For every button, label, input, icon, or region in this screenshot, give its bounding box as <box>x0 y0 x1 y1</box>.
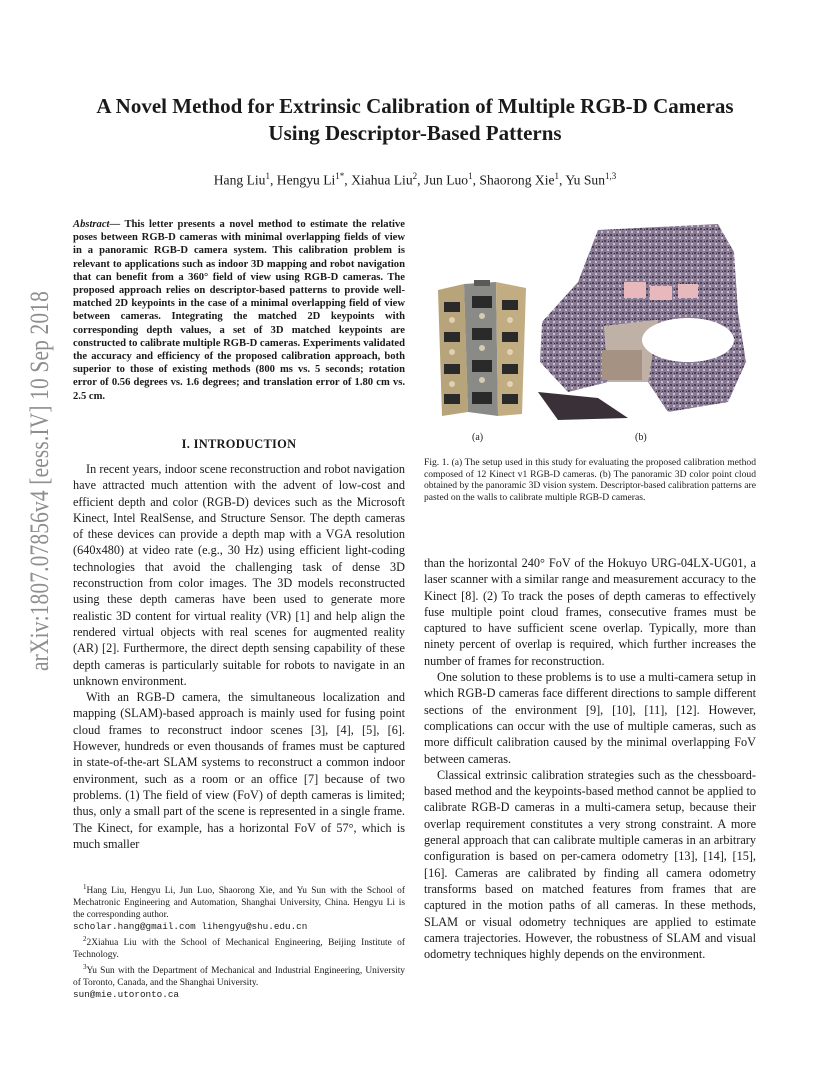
panoramic-point-cloud <box>538 222 750 422</box>
body-paragraph: Classical extrinsic calibration strategies such as the chessboard-based method and the keypoints-based method cannot be applied to calibrate RGB-D cameras in a multi-camera setup, because their overlap requirement constitutes a very strong constraint. A more general approach that can calibrate multiple cameras in an arbitrary configuration is based on per-camera odometry [13], [14], [15], [16]. Cameras are calibrated by finding all camera odometry transforms based on matched features from frames that are captured in the motion paths of all cameras. In these methods, SLAM or visual odometry techniques are applied to estimate camera trajectories. However, the robustness of SLAM and visual odometry techniques highly depends on the environment. <box>424 767 756 962</box>
author-affiliation-mark: 1 <box>554 171 560 181</box>
arxiv-stamp-text: arXiv:1807.07856v4 [eess.IV] 10 Sep 2018 <box>24 285 54 671</box>
footnote-2 <box>73 933 405 961</box>
footnote-mark: 1 <box>83 883 87 891</box>
arxiv-identifier-stamp <box>2 285 62 675</box>
footnote-mark: 2 <box>83 935 87 944</box>
author-name: Jun Luo <box>423 172 469 188</box>
left-column-body <box>73 461 405 852</box>
footnote-2-text: 2Xiahua Liu with the School of Mechanical Engineering, Beijing Institute of Technology. <box>73 938 405 961</box>
author-list: Hang Liu$^1$, Hengyu $Li^{1*}$, Xiahua Liu$^2$, Jun Luo$^1$, Shaorong Xie$^1$, Yu Sun$^{1,3}$ <box>213 171 617 188</box>
author-name: Hengyu Li <box>276 172 336 188</box>
abstract <box>73 218 405 403</box>
footnotes <box>73 881 405 1001</box>
figure-1-caption: Fig. 1. (a) The setup used in this study for evaluating the proposed calibration method composed of 12 Kinect v1 RGB-D cameras. (b) The panoramic 3D color point cloud obtained by the panoramic 3D vision system. Descriptor-based calibration patterns are pasted on the walls to calibrate multiple RGB-D cameras. <box>424 457 756 503</box>
section-heading-introduction: I. INTRODUCTION <box>181 437 297 451</box>
author-affiliation-mark: 1 <box>468 171 473 181</box>
author-name: Yu Sun <box>565 172 606 188</box>
author-affiliation-mark: 1,3 <box>605 171 617 181</box>
body-paragraph: than the horizontal 240° FoV of the Hokuyo URG-04LX-UG01, a laser scanner with a similar range and measurement accuracy to the Kinect [8]. (2) To track the poses of depth cameras to effectively fuse multiple point cloud frames, consecutive frames must be captured to have sufficient scene overlap. Typically, more than ninety percent of overlap is required, which further increases the number of frames for reconstruction. <box>424 556 756 668</box>
body-paragraph: One solution to these problems is to use a multi-camera setup in which RGB-D cameras face different directions to sample different sections of the environment [9], [10], [11], [12]. However, complications can occur with the use of multiple cameras, such as more difficult calibration caused by the minimal overlapping FoV between cameras. <box>424 670 756 766</box>
paper-title <box>60 93 770 147</box>
footnote-1 <box>73 881 405 933</box>
footnote-1-text: Hang Liu, Hengyu Li, Jun Luo, Shaorong Xie, and Yu Sun with the School of Mechatronic Engineering and Automation, Shanghai University, China. Hengyu Li is the corresponding author. <box>73 886 405 921</box>
abstract-label: Abstract <box>73 219 110 230</box>
right-column-body <box>424 555 756 962</box>
author-name: Hang Liu <box>213 172 266 188</box>
abstract-text: — This letter presents a novel method to estimate the relative poses between RGB-D cameras with minimal overlapping fields of view in a panoramic RGB-D camera system. This calibration problem is relevant to applications such as indoor 3D mapping and robot navigation that can benefit from a 360° field of view using RGB-D cameras. The proposed approach relies on descriptor-based patterns to provide well-matched 2D keypoints in the case of a minimal overlapping field of view between cameras. Integrating the matched 2D keypoints with corresponding depth values, a set of 3D matched keypoints are constructed to calibrate multiple RGB-D cameras. Experiments validated the accuracy and efficiency of the proposed calibration approach, both superior to those of existing methods (800 ms vs. 5 seconds; rotation error of 0.56 degrees vs. 1.6 degrees; and translation error of 1.80 cm vs. 2.5 cm. <box>73 219 405 402</box>
camera-rig-photo <box>430 280 535 420</box>
author-name: Shaorong Xie <box>479 172 555 188</box>
title-line-2: Using Descriptor-Based Patterns <box>268 121 562 145</box>
body-paragraph: With an RGB-D camera, the simultaneous localization and mapping (SLAM)-based approach is mainly used for fusing point cloud frames to reconstruct indoor scenes [3], [4], [5], [6]. However, hundreds or even thousands of frames must be captured in state-of-the-art SLAM systems to reconstruct a common indoor environment, such as a room or an office [7] because of two problems. (1) The field of view (FoV) of depth cameras is limited; thus, only a small part of the scene is represented in a single frame. The Kinect, for example, has a horizontal FoV of 57°, which is much smaller <box>73 690 405 851</box>
footnote-3 <box>73 961 405 1001</box>
author-name: Xiahua Liu <box>351 172 413 188</box>
title-line-1: A Novel Method for Extrinsic Calibration of Multiple RGB-D Cameras <box>96 94 734 118</box>
author-affiliation-mark: 1 <box>265 171 270 181</box>
footnote-mark: 3 <box>83 963 87 972</box>
subfigure-label-a: (a) <box>472 432 484 443</box>
author-affiliation-mark: 1* <box>335 171 345 181</box>
footnote-3-email: sun@mie.utoronto.ca <box>73 989 180 1001</box>
footnote-1-emails: scholar.hang@gmail.com lihengyu@shu.edu.cn <box>73 921 308 933</box>
author-affiliation-mark: 2 <box>412 171 418 181</box>
body-paragraph: In recent years, indoor scene reconstruction and robot navigation have attracted much attention with the advent of low-cost and efficient depth and color (RGB-D) devices such as the Microsoft Kinect, Intel RealSense, and Structure Sensor. The depth cameras of these devices can provide a depth map with a VGA resolution (640x480) at video rate (e.g., 30 Hz) using efficient light-coding technologies that avoid the challenging task of dense 3D reconstruction from color images. The 3D models reconstructed using these depth cameras have been used to generate more realistic 3D content for virtual reality (VR) [1] and help align the rendered virtual objects with real scenes for augmented reality (AR) [2]. Furthermore, the direct depth sensing capability of these depth cameras is particularly suitable for robots to navigate in an unknown environment. <box>73 462 405 688</box>
footnote-3-text: Yu Sun with the Department of Mechanical and Industrial Engineering, University of Toronto, Canada, and the Shanghai University. <box>73 966 405 989</box>
subfigure-label-b: (b) <box>635 432 647 443</box>
figure-1 <box>420 222 760 447</box>
